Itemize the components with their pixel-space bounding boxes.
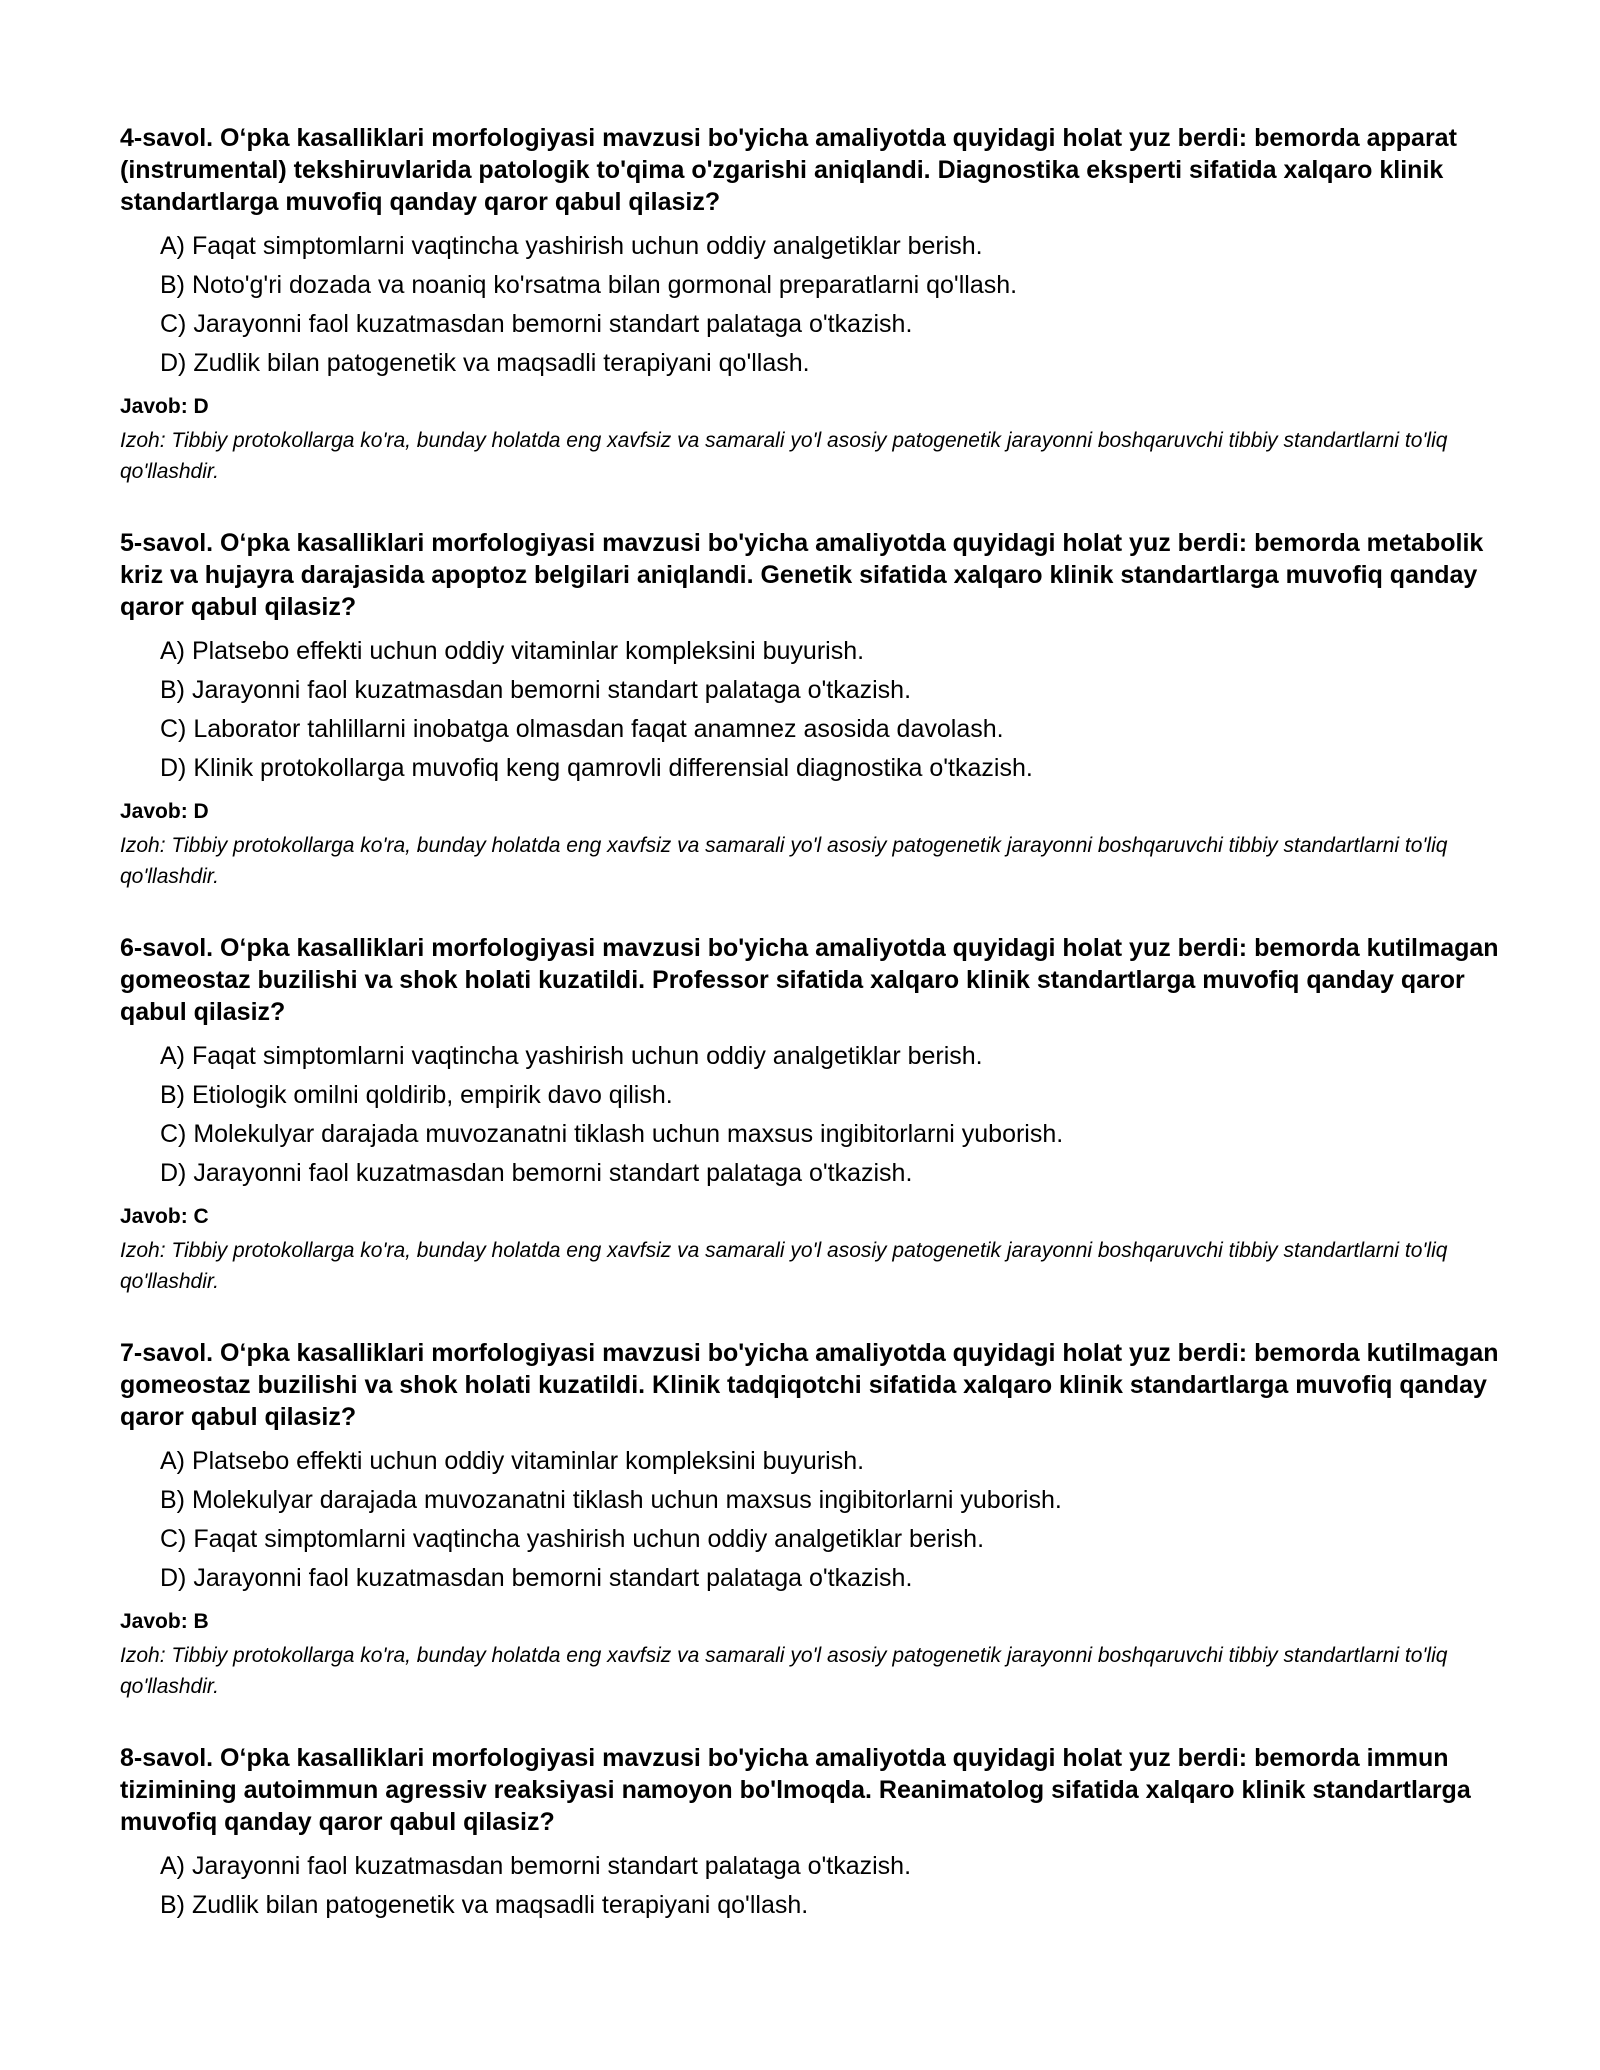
option-list <box>120 227 1510 383</box>
option-a: A) Faqat simptomlarni vaqtincha yashirish uchun oddiy analgetiklar berish. <box>160 232 983 260</box>
question-8 <box>120 1742 1510 1925</box>
option-a: A) Jarayonni faol kuzatmasdan bemorni standart palataga o'tkazish. <box>160 1852 912 1880</box>
answer-label: Javob: C <box>120 1205 209 1228</box>
option-b: B) Molekulyar darajada muvozanatni tiklash uchun maxsus ingibitorlarni yuborish. <box>160 1486 1062 1514</box>
answer-label: Javob: B <box>120 1610 209 1633</box>
option-list <box>120 632 1510 788</box>
option-d: D) Jarayonni faol kuzatmasdan bemorni standart palataga o'tkazish. <box>160 1564 913 1592</box>
explanation-note: Izoh: Tibbiy protokollarga ko'ra, bunday holatda eng xavfsiz va samarali yo'l asosiy patogenetik jarayonni boshqaruvchi tibbiy standartlarni to'liq qo'llashdir. <box>120 1239 1448 1293</box>
option-c: C) Laborator tahlillarni inobatga olmasdan faqat anamnez asosida davolash. <box>160 715 1004 743</box>
question-7 <box>120 1337 1510 1702</box>
option-d: D) Zudlik bilan patogenetik va maqsadli terapiyani qo'llash. <box>160 349 810 377</box>
answer-label: Javob: D <box>120 800 209 823</box>
question-6 <box>120 932 1510 1297</box>
option-b: B) Noto'g'ri dozada va noaniq ko'rsatma bilan gormonal preparatlarni qo'llash. <box>160 271 1018 299</box>
option-a: A) Platsebo effekti uchun oddiy vitaminlar kompleksini buyurish. <box>160 637 865 665</box>
question-text: 5-savol. O‘pka kasalliklari morfologiyasi mavzusi bo'yicha amaliyotda quyidagi holat yuz berdi: bemorda metabolik kriz va hujayra darajasida apoptoz belgilari aniqlandi. Genetik sifatida xalqaro klinik standartlarga muvofiq qanday qaror qabul qilasiz? <box>120 529 1484 621</box>
option-c: C) Faqat simptomlarni vaqtincha yashirish uchun oddiy analgetiklar berish. <box>160 1525 985 1553</box>
document-page <box>120 122 1510 1965</box>
explanation-note: Izoh: Tibbiy protokollarga ko'ra, bunday holatda eng xavfsiz va samarali yo'l asosiy patogenetik jarayonni boshqaruvchi tibbiy standartlarni to'liq qo'llashdir. <box>120 429 1448 483</box>
option-d: D) Klinik protokollarga muvofiq keng qamrovli differensial diagnostika o'tkazish. <box>160 754 1033 782</box>
option-d: D) Jarayonni faol kuzatmasdan bemorni standart palataga o'tkazish. <box>160 1159 913 1187</box>
explanation-note: Izoh: Tibbiy protokollarga ko'ra, bunday holatda eng xavfsiz va samarali yo'l asosiy patogenetik jarayonni boshqaruvchi tibbiy standartlarni to'liq qo'llashdir. <box>120 834 1448 888</box>
option-b: B) Jarayonni faol kuzatmasdan bemorni standart palataga o'tkazish. <box>160 676 912 704</box>
option-list <box>120 1037 1510 1193</box>
option-c: C) Jarayonni faol kuzatmasdan bemorni standart palataga o'tkazish. <box>160 310 913 338</box>
question-5 <box>120 527 1510 892</box>
answer-label: Javob: D <box>120 395 209 418</box>
option-b: B) Etiologik omilni qoldirib, empirik davo qilish. <box>160 1081 673 1109</box>
question-4 <box>120 122 1510 487</box>
option-c: C) Molekulyar darajada muvozanatni tiklash uchun maxsus ingibitorlarni yuborish. <box>160 1120 1064 1148</box>
option-a: A) Platsebo effekti uchun oddiy vitaminlar kompleksini buyurish. <box>160 1447 865 1475</box>
option-b: B) Zudlik bilan patogenetik va maqsadli terapiyani qo'llash. <box>160 1891 809 1919</box>
question-text: 8-savol. O‘pka kasalliklari morfologiyasi mavzusi bo'yicha amaliyotda quyidagi holat yuz berdi: bemorda immun tizimining autoimmun agressiv reaksiyasi namoyon bo'lmoqda. Reanimatolog sifatida xalqaro klinik standartlarga muvofiq qanday qaror qabul qilasiz? <box>120 1744 1471 1836</box>
explanation-note: Izoh: Tibbiy protokollarga ko'ra, bunday holatda eng xavfsiz va samarali yo'l asosiy patogenetik jarayonni boshqaruvchi tibbiy standartlarni to'liq qo'llashdir. <box>120 1644 1448 1698</box>
option-a: A) Faqat simptomlarni vaqtincha yashirish uchun oddiy analgetiklar berish. <box>160 1042 983 1070</box>
question-text: 6-savol. O‘pka kasalliklari morfologiyasi mavzusi bo'yicha amaliyotda quyidagi holat yuz berdi: bemorda kutilmagan gomeostaz buzilishi va shok holati kuzatildi. Professor sifatida xalqaro klinik standartlarga muvofiq qanday qaror qabul qilasiz? <box>120 934 1499 1026</box>
question-text: 4-savol. O‘pka kasalliklari morfologiyasi mavzusi bo'yicha amaliyotda quyidagi holat yuz berdi: bemorda apparat (instrumental) tekshiruvlarida patologik to'qima o'zgarishi aniqlandi. Diagnostika eksperti sifatida xalqaro klinik standartlarga muvofiq qanday qaror qabul qilasiz? <box>120 124 1457 216</box>
option-list <box>120 1442 1510 1598</box>
option-list <box>120 1847 1510 1925</box>
question-text: 7-savol. O‘pka kasalliklari morfologiyasi mavzusi bo'yicha amaliyotda quyidagi holat yuz berdi: bemorda kutilmagan gomeostaz buzilishi va shok holati kuzatildi. Klinik tadqiqotchi sifatida xalqaro klinik standartlarga muvofiq qanday qaror qabul qilasiz? <box>120 1339 1499 1431</box>
